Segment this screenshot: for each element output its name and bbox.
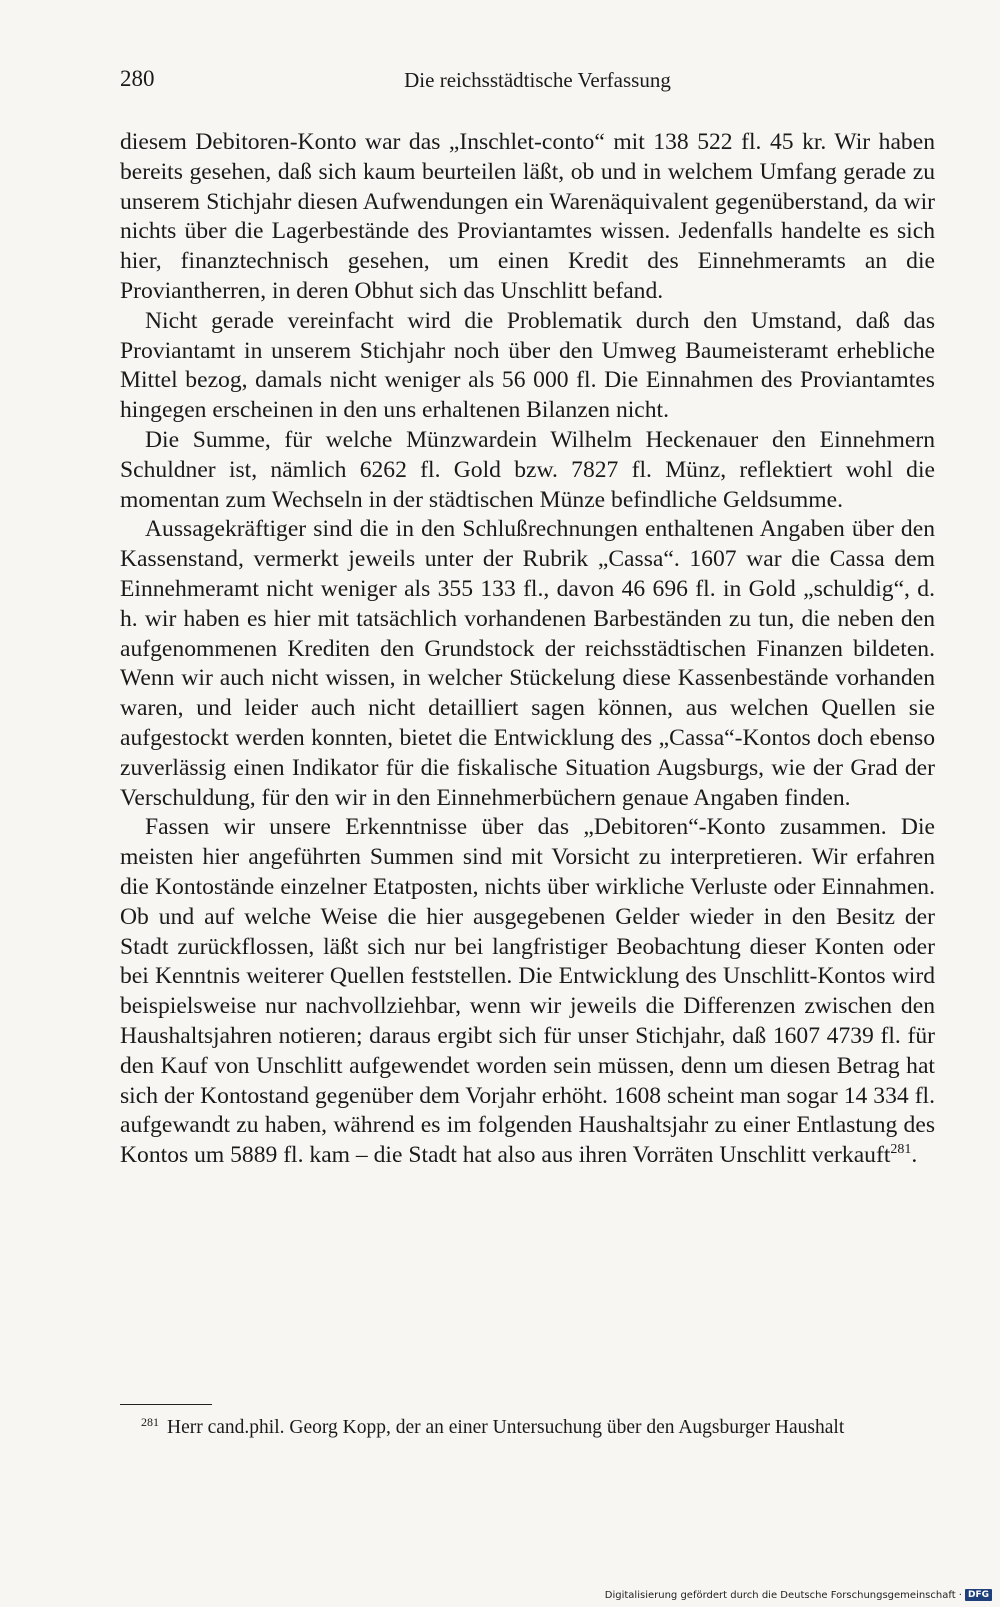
footnote-mark: 281 bbox=[141, 1414, 159, 1429]
paragraph: Aussagekräftiger sind die in den Schlußrechnungen enthaltenen Angaben über den Kassenstand, vermerkt jeweils unter der Rubrik „Cassa“. 1607 war die Cassa dem Einnehmeramt nicht weniger als 355 133 fl., davon 46 696 fl. in Gold „schuldig“, d. h. wir haben es hier mit tatsächlich vorhandenen Barbeständen zu tun, die neben den aufgenommenen Krediten den Grundstock der reichsstädtischen Finanzen bildeten. Wenn wir auch nicht wissen, in welcher Stückelung diese Kassenbestände vorhanden waren, und leider auch nicht detailliert sagen können, aus welchen Quellen sie aufgestockt werden konnten, bietet die Entwicklung des „Cassa“-Kontos doch ebenso zuverlässig einen Indikator für die fiskalische Situation Augsburgs, wie der Grad der Verschuldung, für den wir in den Einnehmerbüchern genaue Angaben finden. bbox=[120, 516, 935, 811]
footnote-reference[interactable]: 281 bbox=[890, 1142, 912, 1158]
paragraph-text: Fassen wir unsere Erkenntnisse über das „Debitoren“-Konto zusammen. Die meisten hier angeführten Summen sind mit Vorsicht zu interpretieren. Wir erfahren die Kontostände einzelner Etatposten, nichts über wirkliche Verluste oder Einnahmen. Ob und auf welche Weise die hier ausgegebenen Gelder wieder in den Besitz der Stadt zurückflossen, läßt sich nur bei langfristiger Beobachtung dieser Konten oder bei Kenntnis weiterer Quellen feststellen. Die Entwicklung des Unschlitt-Kontos wird beispielsweise nur nachvollziehbar, wenn wir jeweils die Differenzen zwischen den Haushaltsjahren notieren; daraus ergibt sich für unser Stichjahr, daß 1607 4739 fl. für den Kauf von Unschlitt aufgewendet worden sein müssen, denn um diesen Betrag hat sich der Kontostand gegenüber dem Vorjahr erhöht. 1608 scheint man sogar 14 334 fl. aufgewandt zu haben, während es im folgenden Haushaltsjahr zu einer Entlastung des Kontos um 5889 fl. kam – die Stadt hat also aus ihren Vorräten Unschlitt verkauft bbox=[120, 814, 935, 1169]
running-title: Die reichsstädtische Verfassung bbox=[404, 68, 671, 92]
body-text bbox=[120, 128, 935, 1171]
footnote bbox=[120, 1416, 935, 1440]
paragraph: Die Summe, für welche Münzwardein Wilhelm Heckenauer den Einnehmern Schuldner ist, nämlich 6262 fl. Gold bzw. 7827 fl. Münz, reflektiert wohl die momentan zum Wechseln in der städtischen Münze befindliche Geldsumme. bbox=[120, 426, 935, 513]
paragraph: diesem Debitoren-Konto war das „Inschlet-conto“ mit 138 522 fl. 45 kr. Wir haben bereits gesehen, daß sich kaum beurteilen läßt, ob und in welchem Umfang gerade zu unserem Stichjahr diesen Aufwendungen ein Warenäquivalent gegenüberstand, da wir nichts über die Lagerbestände des Proviantamtes wissen. Jedenfalls handelte es sich hier, finanztechnisch gesehen, um einen Kredit des Einnehmeramts an die Proviantherren, in deren Obhut sich das Unschlitt befand. bbox=[120, 129, 935, 304]
sentence-period: . bbox=[911, 1142, 918, 1169]
footnote-divider bbox=[120, 1404, 212, 1405]
digitization-credit bbox=[605, 1589, 992, 1601]
page-number: 280 bbox=[120, 66, 155, 91]
digitization-text: Digitalisierung gefördert durch die Deutsche Forschungsgemeinschaft · bbox=[604, 1589, 962, 1601]
paragraph: Nicht gerade vereinfacht wird die Problematik durch den Umstand, daß das Proviantamt in unserem Stichjahr noch über den Umweg Baumeisteramt erhebliche Mittel bezog, damals nicht weniger als 56 000 fl. Die Einnahmen des Proviantamtes hingegen erscheinen in den uns erhaltenen Bilanzen nicht. bbox=[120, 307, 935, 424]
dfg-logo: DFG bbox=[965, 1589, 992, 1601]
paragraph-with-footnote bbox=[120, 813, 935, 1171]
footnote-text: Herr cand.phil. Georg Kopp, der an einer Untersuchung über den Augsburger Haushalt bbox=[167, 1417, 845, 1438]
